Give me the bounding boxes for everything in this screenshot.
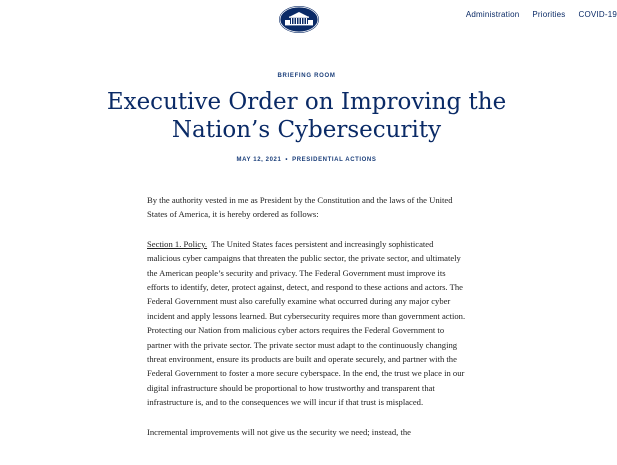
- category-link[interactable]: PRESIDENTIAL ACTIONS: [292, 157, 377, 163]
- article-body: [147, 193, 467, 454]
- white-house-seal-icon[interactable]: [279, 6, 319, 33]
- section-1-text: The United States faces persistent and increasingly sophisticated malicious cyber campaigns that threaten the public sector, the private sector, and ultimately the American people’s security and privacy. The Federal Government must improve its efforts to identify, deter, protect against, detect, and respond to these actions and actors. The Federal Government must also carefully examine what occurred during any major cyber incident and apply lessons learned. But cybersecurity requires more than government action. Protecting our Nation from malicious cyber actors requires the Federal Government to partner with the private sector. The private sector must adapt to the continuously changing threat environment, ensure its products are built and operate securely, and partner with the Federal Government to foster a more secure cyberspace. In the end, the trust we place in our digital infrastructure should be proportional to how trustworthy and transparent that infrastructure is, and to the consequences we will incur if that trust is misplaced.: [147, 238, 466, 408]
- nav-priorities[interactable]: Priorities: [532, 10, 566, 19]
- site-header: [0, 0, 617, 40]
- nav-covid-19[interactable]: COVID-19: [578, 10, 617, 19]
- section-1-paragraph: [147, 237, 467, 410]
- article-meta: [0, 157, 613, 163]
- page-title: Executive Order on Improving the Nation’s Cybersecurity: [106, 89, 507, 143]
- publish-date: MAY 12, 2021: [236, 157, 282, 163]
- briefing-room-link[interactable]: BRIEFING ROOM: [277, 73, 336, 79]
- next-paragraph: Incremental improvements will not give us the security we need; instead, the: [147, 426, 411, 437]
- meta-separator: •: [285, 157, 289, 163]
- intro-paragraph: By the authority vested in me as President by the Constitution and the laws of the United States of America, it is hereby ordered as follows:: [147, 195, 453, 220]
- main-nav: [465, 10, 617, 19]
- white-house-seal-graphic: [279, 6, 319, 33]
- nav-administration[interactable]: Administration: [465, 10, 520, 19]
- section-1-heading: Section 1. Policy.: [147, 238, 208, 249]
